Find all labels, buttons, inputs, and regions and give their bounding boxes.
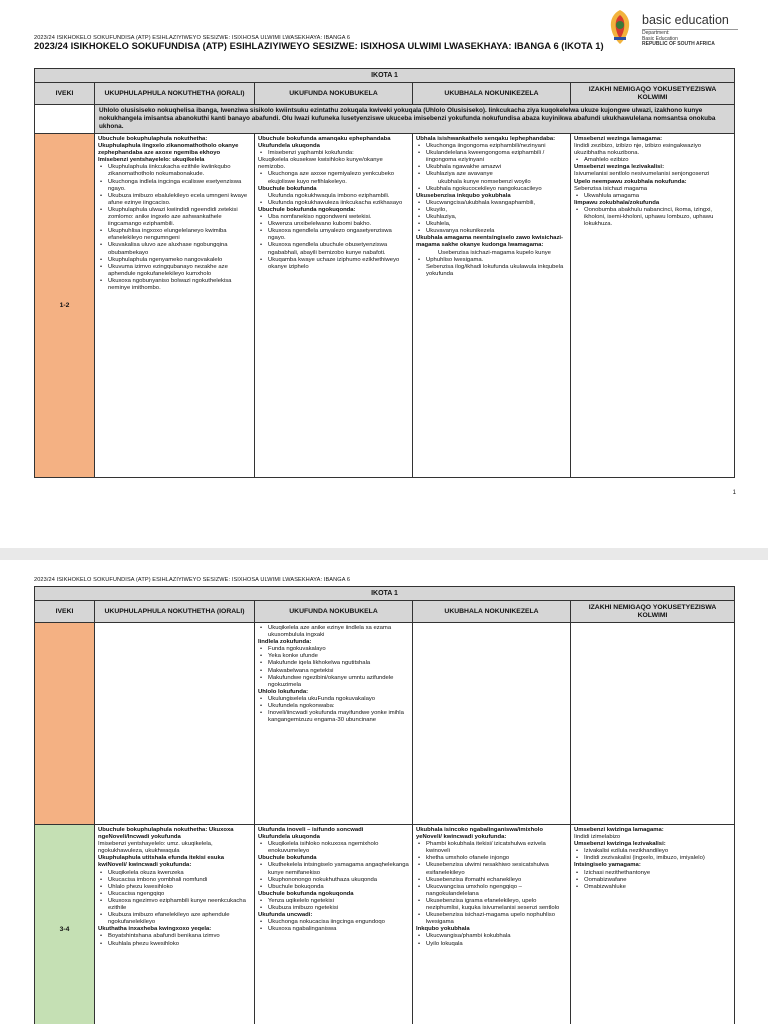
list-item: • Ukuxoxa ngezimvo eziphambili kunye neenkcukacha ezithile	[108, 898, 251, 912]
cell-text: Ukufunda ngokukhwaqula imbono eziphambili.	[268, 192, 390, 199]
list-item: • Ukuchonga indlela ingcinga ecaliswe esetyenziswa ngayo.	[108, 179, 251, 193]
writing-presenting-cell-continued	[413, 623, 571, 825]
list-item: • Ukucacisa imbono yombhali nomfundi	[108, 877, 251, 884]
bullet-list	[258, 214, 409, 271]
list-item: • Ukusebenzisa isichazi-magama upelo nophuhliso lwesigama	[426, 912, 567, 926]
list-item: • Ukubhala ngawakhe amazwi	[426, 164, 567, 171]
column-header-listening: UKUPHULAPHULA NOKUTHETHA (IORALI)	[95, 601, 255, 623]
bullet-list	[258, 625, 409, 639]
dept-line-3: REPUBLIC OF SOUTH AFRICA	[642, 41, 715, 48]
cell-heading: Ukufunda inoveli – isifundo soncwadi	[258, 827, 364, 833]
list-item: • Ukufundela ngokonwaba:	[268, 703, 409, 710]
bullet-list	[574, 848, 731, 862]
bullet-list	[258, 898, 409, 912]
column-header-writing: UKUBHALA NOKUNIKEZELA	[413, 83, 571, 105]
list-item: • Ukuphuhlisa ingxoxo elungelelaneyo kwimiba efanelekileyo nengumngeni	[108, 228, 251, 242]
list-item: • Ukuhlaziya aze avavanye	[426, 171, 567, 178]
writing-presenting-cell	[413, 134, 571, 478]
list-item: • khetha umxholo ofanele injongo	[426, 855, 567, 862]
list-item: • Ukuvuma izimvo ezingqubanayo nezakhe aze aphendule ngokufanelekileyo kumxholo	[108, 264, 251, 278]
bullet-list	[574, 193, 731, 200]
cell-heading: Iimpawu zokubhala/zokufunda	[574, 199, 660, 206]
cell-heading: Upelo neempawu zokubhala nokufunda:	[574, 178, 687, 185]
cell-heading: Ubhala isishwankathelo senqaku lephephandaba:	[416, 136, 556, 142]
list-item: • Ukuqikelela aze anike ezinye iindlela xa ezama ukusombulula ingxaki	[268, 625, 409, 639]
page-number: 1	[732, 490, 736, 496]
list-item: • Phambi kokubhala itekisi/ izicatshulwa ezivela kwinoveli	[426, 841, 567, 855]
language-structures-cell	[571, 134, 735, 478]
column-header-language: IZAKHI NEMIGAQO YOKUSETYEZISWA KOLWIMI	[571, 83, 735, 105]
column-header-language: IZAKHI NEMIGAQO YOKUSETYEZISWA KOLWIMI	[571, 601, 735, 623]
list-item: • Makufundwe ngezibini/okanye umntu azifundele ngokuzimela	[268, 675, 409, 689]
list-item: • Ukuchonga iingongoma eziphambili/nezinyani	[426, 143, 567, 150]
bullet-list	[258, 150, 409, 157]
list-item: • Omabizwahluke	[584, 884, 731, 891]
bullet-list	[258, 841, 409, 855]
list-item: • Ukubuza imibuzo ngetekisi	[268, 905, 409, 912]
bullet-list	[258, 696, 409, 724]
list-item: • Makufunde iqela likhokelwa ngutitshala	[268, 660, 409, 667]
list-item: • Oonobumba abakhulu nabancinci, ikoma, izingxi, ikholoni, isemi-kholoni, uphawu lombuzo, uphawu lokukhuza.	[584, 207, 731, 228]
cell-text: Isivumelanisi sentlolo nesivumelanisi senjongosenzi	[574, 171, 710, 178]
cell-heading: Ukusebenzisa inkqubo yokubhala	[416, 192, 511, 199]
bullet-list	[98, 164, 251, 292]
column-header-writing: UKUBHALA NOKUNIKEZELA	[413, 601, 571, 623]
cell-heading: zephephandaba aze axoxe ngemiba ekhoyo	[98, 150, 221, 157]
intro-empty-cell	[35, 105, 95, 134]
bullet-list	[574, 157, 731, 164]
list-item: • Ukucwangisa/phambi kokubhala	[426, 933, 567, 940]
list-item: • Ukuxoxa ngendlela umyalezo ongasetyenziswa ngayo.	[268, 228, 409, 242]
list-item: • Ubuchule bokuqonda	[268, 884, 409, 891]
cell-heading: Ukuphulaphula utitshala efunda itekisi esuka kwiNoveli/ kwincwadi yokufunda:	[98, 855, 225, 869]
curriculum-table-page-2	[34, 586, 735, 1024]
list-item: • Ukuchonga aze axoxe ngemiyalezo yenkcubeko ekujoliswe kuyo nefihlakeleyo.	[268, 171, 409, 185]
list-item: • Ukuchonga nokucacisa iingcinga engundoqo	[268, 919, 409, 926]
list-item: • Ukuphulaphula ulwazi kwiindidi ngeendidi zetekisi zomlomo: anike ingxelo aze ashwankathele iingcamango eziphambili.	[108, 207, 251, 228]
language-structures-cell-continued	[571, 623, 735, 825]
logo-brand-text: basic education	[642, 13, 729, 27]
cell-text: Sebenzisa isichazi magama	[574, 185, 648, 192]
coat-of-arms-icon	[604, 7, 636, 47]
language-structures-cell	[571, 825, 735, 1024]
list-item: • Ukuqikelela isihloko nokuxoxa ngemixholo enokuvumeleyo	[268, 841, 409, 855]
bullet-list	[416, 200, 567, 235]
cell-heading: Ukufunda uncwadi:	[258, 912, 313, 919]
cell-text: Iindidi izimelabizo	[574, 834, 621, 841]
listening-speaking-cell	[95, 134, 255, 478]
cell-heading: Iindlela zokufunda:	[258, 639, 312, 646]
bullet-list	[416, 841, 567, 926]
bullet-list	[258, 200, 409, 207]
list-item: • Ukubhala ngokucocekileyo nangokucacileyo	[426, 186, 567, 193]
cell-heading: Ubuchule bokuphulaphula nokuthetha: Ukuphulaphula iingxelo zikanomathotholo okanye	[98, 136, 239, 150]
list-item: • Yenza uqikelelo ngetekisi	[268, 898, 409, 905]
logo-department-text	[642, 31, 715, 48]
list-item: • Iindidi zezivakalisi (ingxelo, imibuzo, imiyalelo)	[584, 855, 731, 862]
list-item: • Ukusebenzisa igrama efanelekileyo, upelo neziphumlisi, kuquka isivumelanisi sesenzi sentlolo	[426, 898, 567, 912]
list-item: • Ukwahlula amagama	[584, 193, 731, 200]
cell-text: ukubhala kunye nomsebenzi woyilo	[438, 178, 531, 185]
cell-heading: Ukuthatha inxaxheba kwingxoxo yeqela:	[98, 926, 212, 933]
bullet-list	[416, 186, 567, 193]
list-item: • Ukwenza unxibelelwano kubomi bakho.	[268, 221, 409, 228]
list-item: • Ukuvavanya nokunikezela	[426, 228, 567, 235]
list-item: • Yeka konke ufunde	[268, 653, 409, 660]
bullet-list	[416, 257, 567, 264]
cell-heading: Umsebenzi wezinga lezivakalisi:	[574, 164, 665, 171]
list-item: • Ukulandelelana kweengongoma eziphambili / iingongoma eziyinyani	[426, 150, 567, 164]
cell-heading: Ukubhala amagama neentsingiselo zawo kwisichazi-magama sakhe okanye kudonga lwamagama:	[416, 235, 563, 249]
list-item: • Boyatshintshana abafundi benikana izimvo	[108, 933, 251, 940]
list-item: • Ukufunda ngokukhawuleza iinkcukacha ezikhasayo	[268, 200, 409, 207]
list-item: • Ukuthekelela intsingiselo yamagama angaqhelekanga kunye nemifanekiso	[268, 862, 409, 876]
dept-line-1: Department:	[642, 30, 670, 36]
list-item: • Ukusebenzisa ifomathi echanekileyo	[426, 877, 567, 884]
running-header: 2023/24 ISIKHOKELO SOKUFUNDISA (ATP) ESIHLAZIYIWEYO SESIZWE: ISIXHOSA ULWIMI LWASEKHAYA: IBANGA 6	[34, 35, 351, 41]
list-item: • Ukucwangcisa umxholo ngengqiqo – nangokulandelelana	[426, 884, 567, 898]
week-label: 3-4	[35, 825, 95, 1024]
list-item: • Ukuxoxa ngabalinganiswa	[268, 926, 409, 933]
list-item: • Ukuqamba kwaye uchaze iziphumo ezikhethiweyo okanye iziphelo	[268, 257, 409, 271]
list-item: • Izivakalisi ezilula nezikhandileyo	[584, 848, 731, 855]
reading-viewing-cell-continued	[255, 623, 413, 825]
cell-heading: Ubuchule bokufunda ngokuqonda	[258, 890, 354, 897]
cell-heading: Umsebenzi wezinga lamagama:	[574, 136, 663, 142]
cell-heading: Ubuchule bokufunda	[258, 185, 317, 192]
reading-viewing-cell	[255, 825, 413, 1024]
list-item: • Ukucacisa ngengqiqo	[108, 891, 251, 898]
list-item: • Ukuphulaphula iinkcukacha ezithile kwiinkqubo zikanomathotholo nokumabonakude.	[108, 164, 251, 178]
cell-text: Imisebenzi yentshayelelo: umz. ukuqikelela, ngokukhawuleza, ukukhwaqula	[98, 841, 213, 855]
cell-text: Iindidi zezibizo, izibizo nje, izibizo esingakwaziyo ukuzibhatha nokuzibona.	[574, 143, 702, 157]
list-item: • Funda ngokuvakalayo	[268, 646, 409, 653]
column-header-listening: UKUPHULAPHULA NOKUTHETHA (IORALI)	[95, 83, 255, 105]
cell-heading: Ubuchule bokufunda amanqaku ephephandaba	[258, 136, 391, 142]
list-item: • Izichasi nezithethantonye	[584, 870, 731, 877]
list-item: • Uba nomfanekiso ngqondweni wetekisi.	[268, 214, 409, 221]
list-item: • Ukuxoxa ngendlela ubuchule obusetyenziswa ngababhali, abayili bemizobo kunye nabafoti.	[268, 242, 409, 256]
list-item: • Ukuhlala phezu kwesihloko	[108, 941, 251, 948]
list-item: • Ukusebenzisa ulwimi nesakhiwo sesicatshulwa esifanelekileyo	[426, 862, 567, 876]
list-item: • Oomabizwafane	[584, 877, 731, 884]
bullet-list	[258, 862, 409, 890]
list-item: • Ukuphulaphula ngenyameko nangovakalelo	[108, 257, 251, 264]
cell-heading: Imisebenzi yentshayelelo: ukuqikelela	[98, 157, 205, 164]
document-title: 2023/24 ISIKHOKELO SOKUFUNDISA (ATP) ESIHLAZIYIWEYO SESIZWE: ISIXHOSA ULWIMI LWASEKHAYA: IBANGA 6 (IKOTA 1)	[34, 41, 604, 51]
cell-heading: Umsebenzi kwizinga lezivakalisi:	[574, 841, 666, 848]
cell-heading: Intsingiselo yamagama:	[574, 862, 641, 869]
baseline-assessment-intro: Uhlolo olusisiseko nokuqhelisa ibanga, lwenziwa sisikolo kwiintsuku ezintathu zokuqala kwiveki yokuqala (Uhlolo Olusisiseko). Iinkcukacha ziya kuqokelelwa ukuze kujongwe ulwazi, izakhono kunye nokukhangela imisantsa abanokuthi kanti banayo abafundi. Olu lwazi kufuneka lusetyenziswe ukuceba imisebenzi yokufunda nokufundisa abaza kuyinikwa abafundi ukukhawulelana nomsantsa onokuba ukhona.	[95, 105, 735, 134]
bullet-list	[574, 207, 731, 228]
cell-text: Usebenzisa isichazi-magama kupelo kunye	[438, 249, 551, 256]
cell-heading: Ukufundela ukuqonda	[258, 834, 320, 841]
term-heading: IKOTA 1	[35, 587, 735, 601]
cell-heading: Uhlolo lokufunda:	[258, 688, 309, 695]
cell-text: Ukuqikelela okusekwe kwisihloko kunye/okanye nemizobo.	[258, 157, 383, 171]
list-item: • Imisebenzi yaphambi kokufunda:	[268, 150, 409, 157]
column-header-week: IVEKI	[35, 601, 95, 623]
week-label: 1-2	[35, 134, 95, 478]
cell-heading: Ukubhala isincoko ngabalinganiswa/imixholo yeNoveli/ kwincwadi yokufunda:	[416, 827, 543, 841]
dept-line-2: Basic Education	[642, 35, 678, 42]
list-item: • Ukuhlaziya,	[426, 214, 567, 221]
cell-heading: Inkqubo yokubhala	[416, 926, 470, 933]
list-item: • Uphuhliso lwesigama.	[426, 257, 567, 264]
cell-heading: Ubuchule bokufunda ngokuqonda:	[258, 206, 356, 213]
basic-education-logo	[604, 7, 744, 53]
cell-heading: Ubuchule bokufunda	[258, 855, 317, 862]
curriculum-table-page-1	[34, 68, 735, 478]
list-item: • Ukuphononongo nokukhuthaza ukuqonda	[268, 877, 409, 884]
reading-viewing-cell	[255, 134, 413, 478]
bullet-list	[416, 143, 567, 178]
list-item: • Ukuhlela,	[426, 221, 567, 228]
column-header-reading: UKUFUNDA NOKUBUKELA	[255, 601, 413, 623]
column-header-reading: UKUFUNDA NOKUBUKELA	[255, 83, 413, 105]
term-heading: IKOTA 1	[35, 69, 735, 83]
list-item: • Uyilo lokuqala	[426, 941, 567, 948]
list-item: • Makwabelwana ngetekisi	[268, 668, 409, 675]
list-item: • Ukuqikelela okuza kwenzeka	[108, 870, 251, 877]
list-item: • Ukuvakalisa uluvo aze aluxhase ngobungqina obubambekayo	[108, 242, 251, 256]
bullet-list	[258, 646, 409, 689]
cell-heading: Ubuchule bokuphulaphula nokuthetha: Ukuxoxa ngeNoveli/Incwadi yokufunda	[98, 827, 234, 841]
cell-heading: Ukufundela ukuqonda	[258, 143, 320, 150]
list-item: • Ukubuza imibuzo ebalulekileyo ecela umngeni kwaye afune ezinye iingcaciso.	[108, 193, 251, 207]
column-header-week: IVEKI	[35, 83, 95, 105]
listening-speaking-cell-continued	[95, 623, 255, 825]
list-item: • Ukuyilo,	[426, 207, 567, 214]
week-label-continued	[35, 623, 95, 825]
list-item: • Inoveli/iincwadi yokufunda mayifundwe yonke imihla kangangemizuzu engama-30 ubuncinane	[268, 710, 409, 724]
cell-text: Sebenzisa ilog/ikhadi lokufunda ukulawula inkqubela yokufunda	[426, 263, 564, 277]
list-item: • Ukuxoxa ngobunyaniso bolwazi ngokuthelekisa neminye imithombo.	[108, 278, 251, 292]
document-page-2	[0, 560, 768, 1024]
list-item: • Ukubuza imibuzo efanelekileyo aze aphendule ngokufanelekileyo	[108, 912, 251, 926]
list-item: • Ukulungiselela ukuFunda ngokuvakalayo	[268, 696, 409, 703]
bullet-list	[258, 171, 409, 185]
list-item: • Amahlelo ezibizo	[584, 157, 731, 164]
list-item: • Ukucwangcisa/ukubhala kwangaphambili,	[426, 200, 567, 207]
bullet-list	[98, 870, 251, 927]
bullet-list	[98, 933, 251, 947]
cell-heading: Umsebenzi kwizinga lamagama:	[574, 827, 664, 833]
bullet-list	[574, 870, 731, 891]
running-header: 2023/24 ISIKHOKELO SOKUFUNDISA (ATP) ESIHLAZIYIWEYO SESIZWE: ISIXHOSA ULWIMI LWASEKHAYA: IBANGA 6	[34, 577, 351, 583]
bullet-list	[416, 933, 567, 947]
list-item: • Uhlalo phezu kwesihloko	[108, 884, 251, 891]
bullet-list	[258, 919, 409, 933]
writing-presenting-cell	[413, 825, 571, 1024]
listening-speaking-cell	[95, 825, 255, 1024]
